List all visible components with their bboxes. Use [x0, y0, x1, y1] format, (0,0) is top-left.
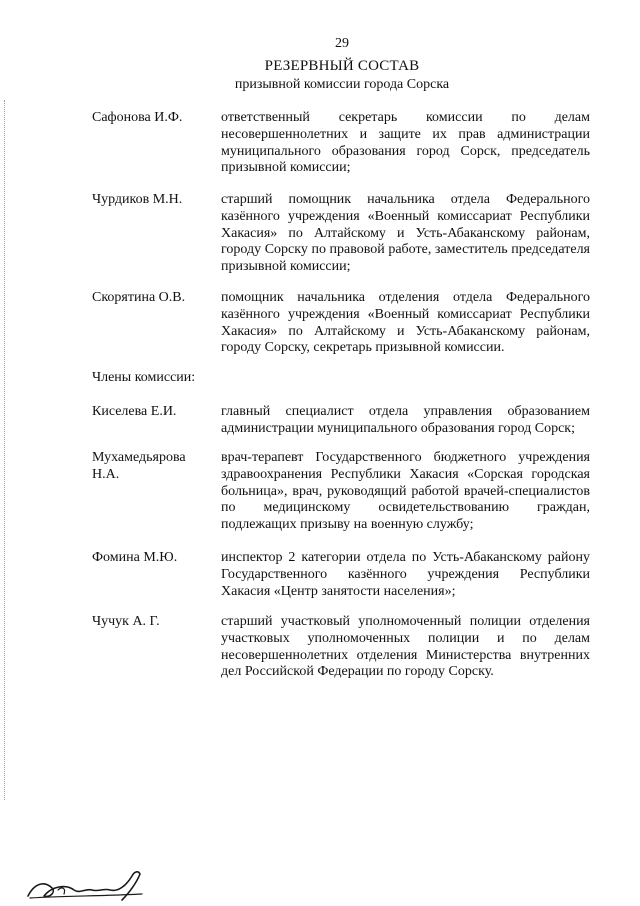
member-name: Фомина М.Ю.: [92, 550, 178, 565]
document-subtitle: призывной комиссии города Сорска: [234, 77, 450, 92]
member-entry: [92, 110, 590, 180]
member-entry: [92, 550, 590, 602]
member-entry: [92, 404, 590, 440]
members-section-label: Члены комиссии:: [92, 370, 196, 385]
member-description: врач-терапевт Государственного бюджетного учреждения здравоохранения Республики Хакасия «Сорская городская больница», врач, руководящий работой врачей-специалистов по медицинскому освидетельствованию граждан, подлежащих призыву на военную службу;: [221, 450, 590, 533]
member-entry: [92, 450, 590, 536]
member-name: Чучук А. Г.: [92, 614, 160, 629]
member-name: Скорятина О.В.: [92, 290, 186, 305]
member-name: Киселева Е.И.: [92, 404, 177, 419]
member-description: старший участковый уполномоченный полиции отделения участковых уполномоченных полиции и по делам несовершеннолетних отделения Министерства внутренних дел Российской Федерации по городу Сорску.: [221, 614, 590, 680]
member-name: Чурдиков М.Н.: [92, 192, 183, 207]
member-description: главный специалист отдела управления образованием администрации муниципального образования город Сорск;: [221, 404, 590, 436]
member-description: помощник начальника отделения отдела Федерального казённого учреждения «Военный комиссариат Республики Хакасия» по Алтайскому и Усть-Абаканскому районам, городу Сорску, секретарь призывной комиссии.: [221, 290, 590, 356]
member-description: старший помощник начальника отдела Федерального казённого учреждения «Военный комиссариат Республики Хакасия» по Алтайскому и Усть-Абаканскому районам, городу Сорску по правовой работе, заместитель председателя призывной комиссии;: [221, 192, 590, 275]
member-name: Мухамедьярова Н.А.: [92, 450, 186, 482]
member-entry: [92, 290, 590, 358]
member-entry: [92, 614, 590, 684]
handwritten-signature: [22, 866, 162, 906]
member-description: ответственный секретарь комиссии по делам несовершеннолетних и защите их прав администрации муниципального образования город Сорск, председатель призывной комиссии;: [221, 110, 590, 176]
member-entry: [92, 192, 590, 276]
member-description: инспектор 2 категории отдела по Усть-Абаканскому району Государственного казённого учреждения Республики Хакасия «Центр занятости населения»;: [221, 550, 590, 599]
page-number: 29: [335, 36, 349, 51]
scan-edge-marks: [4, 100, 6, 800]
document-title: РЕЗЕРВНЫЙ СОСТАВ: [264, 58, 420, 74]
member-name: Сафонова И.Ф.: [92, 110, 183, 125]
